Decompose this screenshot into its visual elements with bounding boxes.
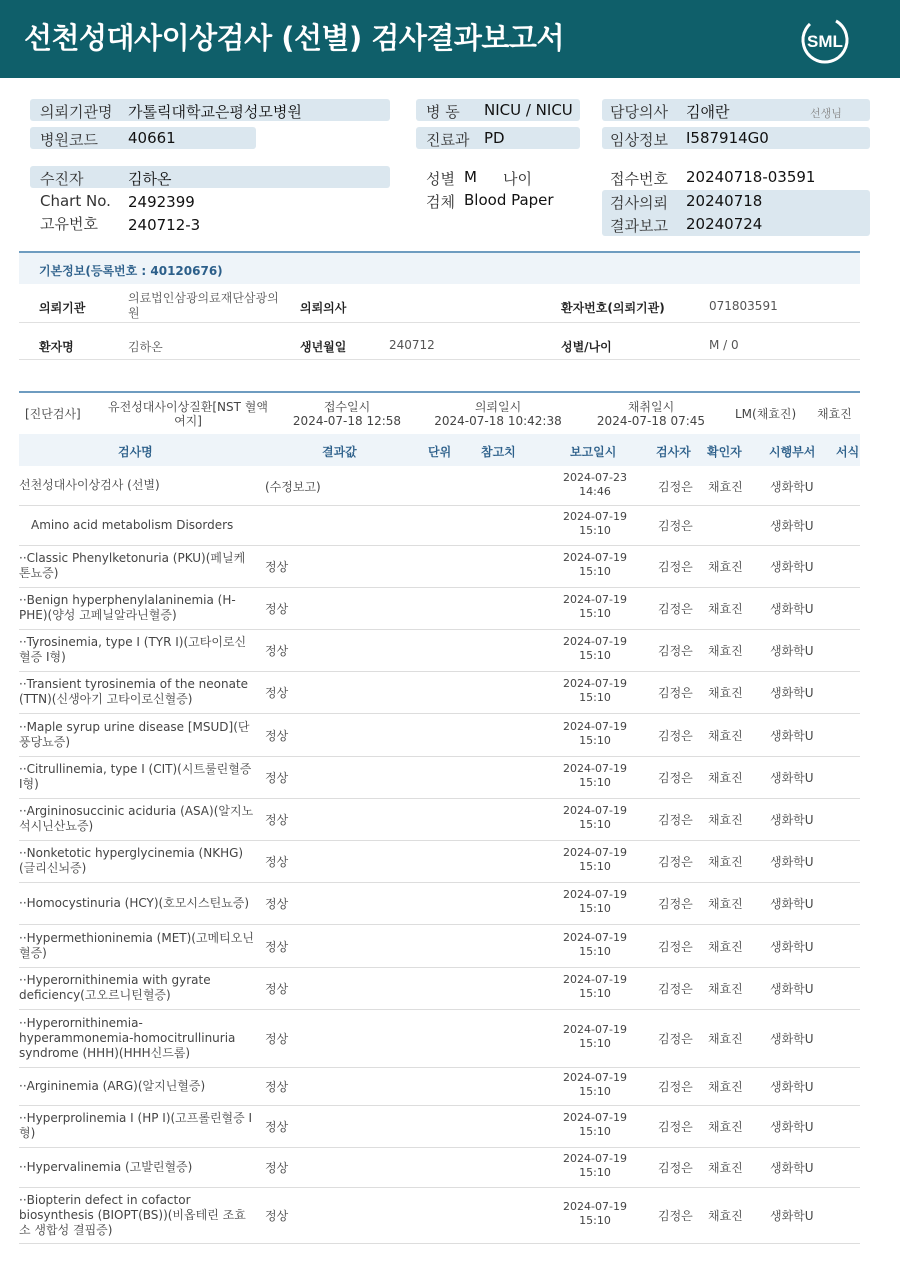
sex-value: M xyxy=(464,168,477,186)
report-time: 15:10 xyxy=(579,607,611,620)
diag-test: 유전성대사이상질환[NST 혈액여지] xyxy=(108,400,268,428)
report-time: 15:10 xyxy=(579,818,611,831)
reporter-name: 김정은 xyxy=(658,480,693,494)
dept-value: PD xyxy=(484,129,505,147)
report-date: 2024-07-23 xyxy=(563,471,627,484)
diag-label: [진단검사] xyxy=(25,407,81,421)
clinical-label: 임상정보 xyxy=(610,131,668,149)
test-name: ··Citrullinemia, type I (CIT)(시트룰린혈증 I형) xyxy=(19,762,252,791)
test-result: 정상 xyxy=(265,771,289,785)
doctor-suffix: 선생님 xyxy=(810,107,842,120)
test-name: ··Hyperornithinemia-hyperammonemia-homocitrullinuria syndrome (HHH)(HHH신드롬) xyxy=(19,1016,236,1060)
report-date: 2024-07-19 xyxy=(563,635,627,648)
diag-col xyxy=(591,400,711,428)
dept-name: 생화학U xyxy=(770,813,814,827)
test-result: 정상 xyxy=(265,644,289,658)
test-name: ··Maple syrup urine disease [MSUD](단풍당뇨증) xyxy=(19,720,250,749)
confirmer-name: 채효진 xyxy=(708,813,743,827)
report-date: 2024-07-19 xyxy=(563,720,627,733)
report-date: 2024-07-19 xyxy=(563,762,627,775)
receipt-value: 20240718-03591 xyxy=(686,168,816,186)
report-date: 2024-07-19 xyxy=(563,1071,627,1084)
diag-confirmer: 채효진 xyxy=(817,407,852,421)
report-datetime xyxy=(549,931,641,959)
test-result: 정상 xyxy=(265,897,289,911)
reporter-name: 김정은 xyxy=(658,982,693,996)
dept-name: 생화학U xyxy=(770,940,814,954)
confirmer-name: 채효진 xyxy=(708,1209,743,1223)
report-datetime xyxy=(549,888,641,916)
basic-divider-bottom xyxy=(19,359,860,360)
reporter-name: 김정은 xyxy=(658,1080,693,1094)
sex-label: 성별 xyxy=(426,170,455,188)
report-time: 15:10 xyxy=(579,649,611,662)
dept-name: 생화학U xyxy=(770,1080,814,1094)
test-name: ··Nonketotic hyperglycinemia (NKHG)(글리신뇌증) xyxy=(19,846,244,875)
table-row xyxy=(19,882,860,925)
dept-name: 생화학U xyxy=(770,729,814,743)
patient-name-label: 수진자 xyxy=(40,170,84,188)
basic-info-title: 기본정보(등록번호 : 40120676) xyxy=(39,264,223,278)
test-result: (수정보고) xyxy=(265,480,321,494)
reporter-name: 김정은 xyxy=(658,729,693,743)
report-datetime xyxy=(549,720,641,748)
confirmer-name: 채효진 xyxy=(708,855,743,869)
th-unit: 단위 xyxy=(428,445,452,459)
patient-name-value: 김하온 xyxy=(128,170,172,188)
diagnosis-summary xyxy=(19,391,860,435)
reporter-name: 김정은 xyxy=(658,1032,693,1046)
doctor-label: 담당의사 xyxy=(610,103,668,121)
report-datetime xyxy=(549,471,641,499)
confirmer-name: 채효진 xyxy=(708,602,743,616)
reporter-name: 김정은 xyxy=(658,519,693,533)
confirmer-name: 채효진 xyxy=(708,982,743,996)
logo-text: SML xyxy=(807,32,843,51)
dept-name: 생화학U xyxy=(770,1032,814,1046)
diag-recv-label: 접수일시 xyxy=(323,400,371,414)
table-row xyxy=(19,1187,860,1244)
report-date: 2024-07-19 xyxy=(563,510,627,523)
report-date-label: 결과보고 xyxy=(610,217,668,235)
table-row xyxy=(19,967,860,1010)
dept-name: 생화학U xyxy=(770,855,814,869)
report-date: 2024-07-19 xyxy=(563,973,627,986)
test-name: ··Biopterin defect in cofactor biosynthesis (BIOPT(BS))(비옵테린 조효소 생합성 결핍증) xyxy=(19,1193,246,1237)
chart-label: Chart No. xyxy=(40,192,111,210)
report-date: 2024-07-19 xyxy=(563,804,627,817)
dept-label: 진료과 xyxy=(426,131,470,149)
reporter-name: 김정은 xyxy=(658,940,693,954)
table-row xyxy=(19,1009,860,1068)
basic-sexage-value: M / 0 xyxy=(709,338,739,352)
request-value: 20240718 xyxy=(686,192,763,210)
diag-req-value: 2024-07-18 10:42:38 xyxy=(434,414,562,428)
dept-name: 생화학U xyxy=(770,686,814,700)
reporter-name: 김정은 xyxy=(658,1120,693,1134)
report-datetime xyxy=(549,1200,641,1228)
confirmer-name: 채효진 xyxy=(708,940,743,954)
ward-value: NICU / NICU xyxy=(484,101,573,119)
report-date: 2024-07-19 xyxy=(563,1152,627,1165)
basic-pid-label: 환자번호(의뢰기관) xyxy=(561,301,665,315)
report-time: 15:10 xyxy=(579,1125,611,1138)
table-row xyxy=(19,466,860,506)
table-row xyxy=(19,756,860,799)
report-datetime xyxy=(549,1071,641,1099)
inst-label: 의뢰기관명 xyxy=(40,103,113,121)
report-datetime xyxy=(549,593,641,621)
reporter-name: 김정은 xyxy=(658,771,693,785)
age-label: 나이 xyxy=(503,170,532,188)
basic-name-value: 김하온 xyxy=(128,340,163,354)
th-ref: 참고치 xyxy=(481,445,516,459)
dept-name: 생화학U xyxy=(770,897,814,911)
report-time: 15:10 xyxy=(579,1037,611,1050)
report-time: 15:10 xyxy=(579,1214,611,1227)
table-row xyxy=(19,713,860,757)
doctor-value: 김애란 xyxy=(686,103,730,121)
diag-lm: LM(채효진) xyxy=(735,407,797,421)
reporter-name: 김정은 xyxy=(658,602,693,616)
specimen-label: 검체 xyxy=(426,193,455,211)
report-date: 2024-07-19 xyxy=(563,677,627,690)
basic-name-label: 환자명 xyxy=(39,340,74,354)
confirmer-name: 채효진 xyxy=(708,1080,743,1094)
confirmer-name: 채효진 xyxy=(708,1161,743,1175)
dept-name: 생화학U xyxy=(770,519,814,533)
report-datetime xyxy=(549,510,641,538)
report-time: 15:10 xyxy=(579,1166,611,1179)
report-time: 15:10 xyxy=(579,987,611,1000)
report-datetime xyxy=(549,677,641,705)
basic-doc-label: 의뢰의사 xyxy=(300,301,347,315)
report-time: 15:10 xyxy=(579,860,611,873)
test-name: ··Transient tyrosinemia of the neonate (TTN)(신생아기 고타이로신혈증) xyxy=(19,677,249,706)
report-time: 15:10 xyxy=(579,734,611,747)
reporter-name: 김정은 xyxy=(658,644,693,658)
table-row xyxy=(19,840,860,883)
report-time: 15:10 xyxy=(579,945,611,958)
dept-name: 생화학U xyxy=(770,560,814,574)
diag-req-label: 의뢰일시 xyxy=(474,400,522,414)
basic-pid-value: 071803591 xyxy=(709,299,778,313)
report-datetime xyxy=(549,762,641,790)
test-result: 정상 xyxy=(265,855,289,869)
code-label: 병원코드 xyxy=(40,131,98,149)
confirmer-name: 채효진 xyxy=(708,560,743,574)
test-name: ··Classic Phenylketonuria (PKU)(페닐케톤뇨증) xyxy=(19,551,246,580)
table-row xyxy=(19,545,860,588)
report-time: 15:10 xyxy=(579,902,611,915)
th-confirm: 확인자 xyxy=(707,445,742,459)
chart-value: 2492399 xyxy=(128,193,195,211)
results-table-header xyxy=(19,434,860,466)
basic-info-header xyxy=(19,251,860,284)
report-date: 2024-07-19 xyxy=(563,1023,627,1036)
report-datetime xyxy=(549,1152,641,1180)
diag-col-label: 채취일시 xyxy=(627,400,675,414)
test-result: 정상 xyxy=(265,602,289,616)
report-datetime xyxy=(549,973,641,1001)
th-dept: 시행부서 xyxy=(769,445,816,459)
basic-divider xyxy=(19,322,860,323)
basic-birth-value: 240712 xyxy=(389,338,435,352)
test-result: 정상 xyxy=(265,1120,289,1134)
inst-value: 가톨릭대학교은평성모병원 xyxy=(128,103,302,121)
table-row xyxy=(19,1067,860,1106)
th-date: 보고일시 xyxy=(570,445,617,459)
confirmer-name: 채효진 xyxy=(708,644,743,658)
report-title: 선천성대사이상검사 (선별) 검사결과보고서 xyxy=(24,21,564,55)
report-date: 2024-07-19 xyxy=(563,1111,627,1124)
report-datetime xyxy=(549,1111,641,1139)
reporter-name: 김정은 xyxy=(658,686,693,700)
report-date: 2024-07-19 xyxy=(563,1200,627,1213)
request-label: 검사의뢰 xyxy=(610,194,668,212)
basic-birth-label: 생년월일 xyxy=(300,340,347,354)
reporter-name: 김정은 xyxy=(658,1209,693,1223)
test-name: ··Benign hyperphenylalaninemia (H-PHE)(양성 고페닐알라닌혈증) xyxy=(19,593,236,622)
report-date: 2024-07-19 xyxy=(563,593,627,606)
ward-label: 병 동 xyxy=(426,103,460,121)
table-row xyxy=(19,1105,860,1148)
test-result: 정상 xyxy=(265,1080,289,1094)
th-result: 결과값 xyxy=(322,445,357,459)
th-reporter: 검사자 xyxy=(656,445,691,459)
report-header xyxy=(0,0,900,78)
reporter-name: 김정은 xyxy=(658,897,693,911)
reporter-name: 김정은 xyxy=(658,855,693,869)
clinical-value: I587914G0 xyxy=(686,129,769,147)
table-row xyxy=(19,671,860,714)
uid-label: 고유번호 xyxy=(40,215,98,233)
report-time: 15:10 xyxy=(579,691,611,704)
report-date: 2024-07-19 xyxy=(563,551,627,564)
test-name: 선천성대사이상검사 (선별) xyxy=(19,478,160,492)
report-datetime xyxy=(549,804,641,832)
report-date: 2024-07-19 xyxy=(563,846,627,859)
th-note: 서식 xyxy=(836,445,860,459)
test-result: 정상 xyxy=(265,1032,289,1046)
test-name: ··Hypermethioninemia (MET)(고메티오닌혈증) xyxy=(19,931,254,960)
table-row xyxy=(19,505,860,546)
test-result: 정상 xyxy=(265,813,289,827)
reporter-name: 김정은 xyxy=(658,813,693,827)
dept-name: 생화학U xyxy=(770,602,814,616)
report-time: 14:46 xyxy=(579,485,611,498)
test-result: 정상 xyxy=(265,686,289,700)
report-date-value: 20240724 xyxy=(686,215,763,233)
confirmer-name: 채효진 xyxy=(708,1032,743,1046)
confirmer-name: 채효진 xyxy=(708,729,743,743)
report-datetime xyxy=(549,635,641,663)
diag-req xyxy=(433,400,563,428)
confirmer-name: 채효진 xyxy=(708,897,743,911)
table-row xyxy=(19,629,860,672)
report-time: 15:10 xyxy=(579,776,611,789)
diag-recv-value: 2024-07-18 12:58 xyxy=(292,414,402,428)
patient-name-pill xyxy=(30,166,390,188)
basic-inst-value: 의료법인삼광의료재단삼광의원 xyxy=(128,291,279,320)
test-name: Amino acid metabolism Disorders xyxy=(31,518,234,532)
th-name: 검사명 xyxy=(118,445,153,459)
confirmer-name: 채효진 xyxy=(708,771,743,785)
confirmer-name: 채효진 xyxy=(708,686,743,700)
table-row xyxy=(19,924,860,968)
dept-name: 생화학U xyxy=(770,1120,814,1134)
receipt-label: 접수번호 xyxy=(610,170,668,188)
reporter-name: 김정은 xyxy=(658,1161,693,1175)
test-name: ··Hyperornithinemia with gyrate deficiency(고오르니틴혈증) xyxy=(19,973,211,1002)
test-result: 정상 xyxy=(265,1161,289,1175)
report-datetime xyxy=(549,1023,641,1051)
specimen-value: Blood Paper xyxy=(464,191,554,209)
dept-name: 생화학U xyxy=(770,1161,814,1175)
basic-inst-label: 의뢰기관 xyxy=(39,301,86,315)
test-result: 정상 xyxy=(265,729,289,743)
dept-name: 생화학U xyxy=(770,644,814,658)
report-time: 15:10 xyxy=(579,565,611,578)
report-datetime xyxy=(549,551,641,579)
report-datetime xyxy=(549,846,641,874)
report-time: 15:10 xyxy=(579,524,611,537)
diag-col-value: 2024-07-18 07:45 xyxy=(596,414,706,428)
test-result: 정상 xyxy=(265,1209,289,1223)
test-result: 정상 xyxy=(265,982,289,996)
test-result: 정상 xyxy=(265,940,289,954)
basic-sexage-label: 성별/나이 xyxy=(561,340,612,354)
dept-name: 생화학U xyxy=(770,1209,814,1223)
dept-name: 생화학U xyxy=(770,982,814,996)
code-value: 40661 xyxy=(128,129,176,147)
test-name: ··Homocystinuria (HCY)(호모시스틴뇨증) xyxy=(19,896,250,910)
dept-name: 생화학U xyxy=(770,480,814,494)
report-date: 2024-07-19 xyxy=(563,931,627,944)
table-row xyxy=(19,1147,860,1188)
test-name: ··Hypervalinemia (고발린혈증) xyxy=(19,1160,193,1174)
dept-name: 생화학U xyxy=(770,771,814,785)
diag-recv xyxy=(287,400,407,428)
confirmer-name: 채효진 xyxy=(708,480,743,494)
test-name: ··Tyrosinemia, type I (TYR I)(고타이로신혈증 I형) xyxy=(19,635,247,664)
table-row xyxy=(19,798,860,841)
test-name: ··Argininosuccinic aciduria (ASA)(알지노석시닌산뇨증) xyxy=(19,804,254,833)
report-date: 2024-07-19 xyxy=(563,888,627,901)
uid-value: 240712-3 xyxy=(128,216,201,234)
sml-logo xyxy=(797,12,853,68)
test-name: ··Argininemia (ARG)(알지닌혈증) xyxy=(19,1079,206,1093)
confirmer-name: 채효진 xyxy=(708,1120,743,1134)
test-name: ··Hyperprolinemia I (HP I)(고프롤린혈증 I형) xyxy=(19,1111,253,1140)
test-result: 정상 xyxy=(265,560,289,574)
report-time: 15:10 xyxy=(579,1085,611,1098)
reporter-name: 김정은 xyxy=(658,560,693,574)
table-row xyxy=(19,587,860,630)
